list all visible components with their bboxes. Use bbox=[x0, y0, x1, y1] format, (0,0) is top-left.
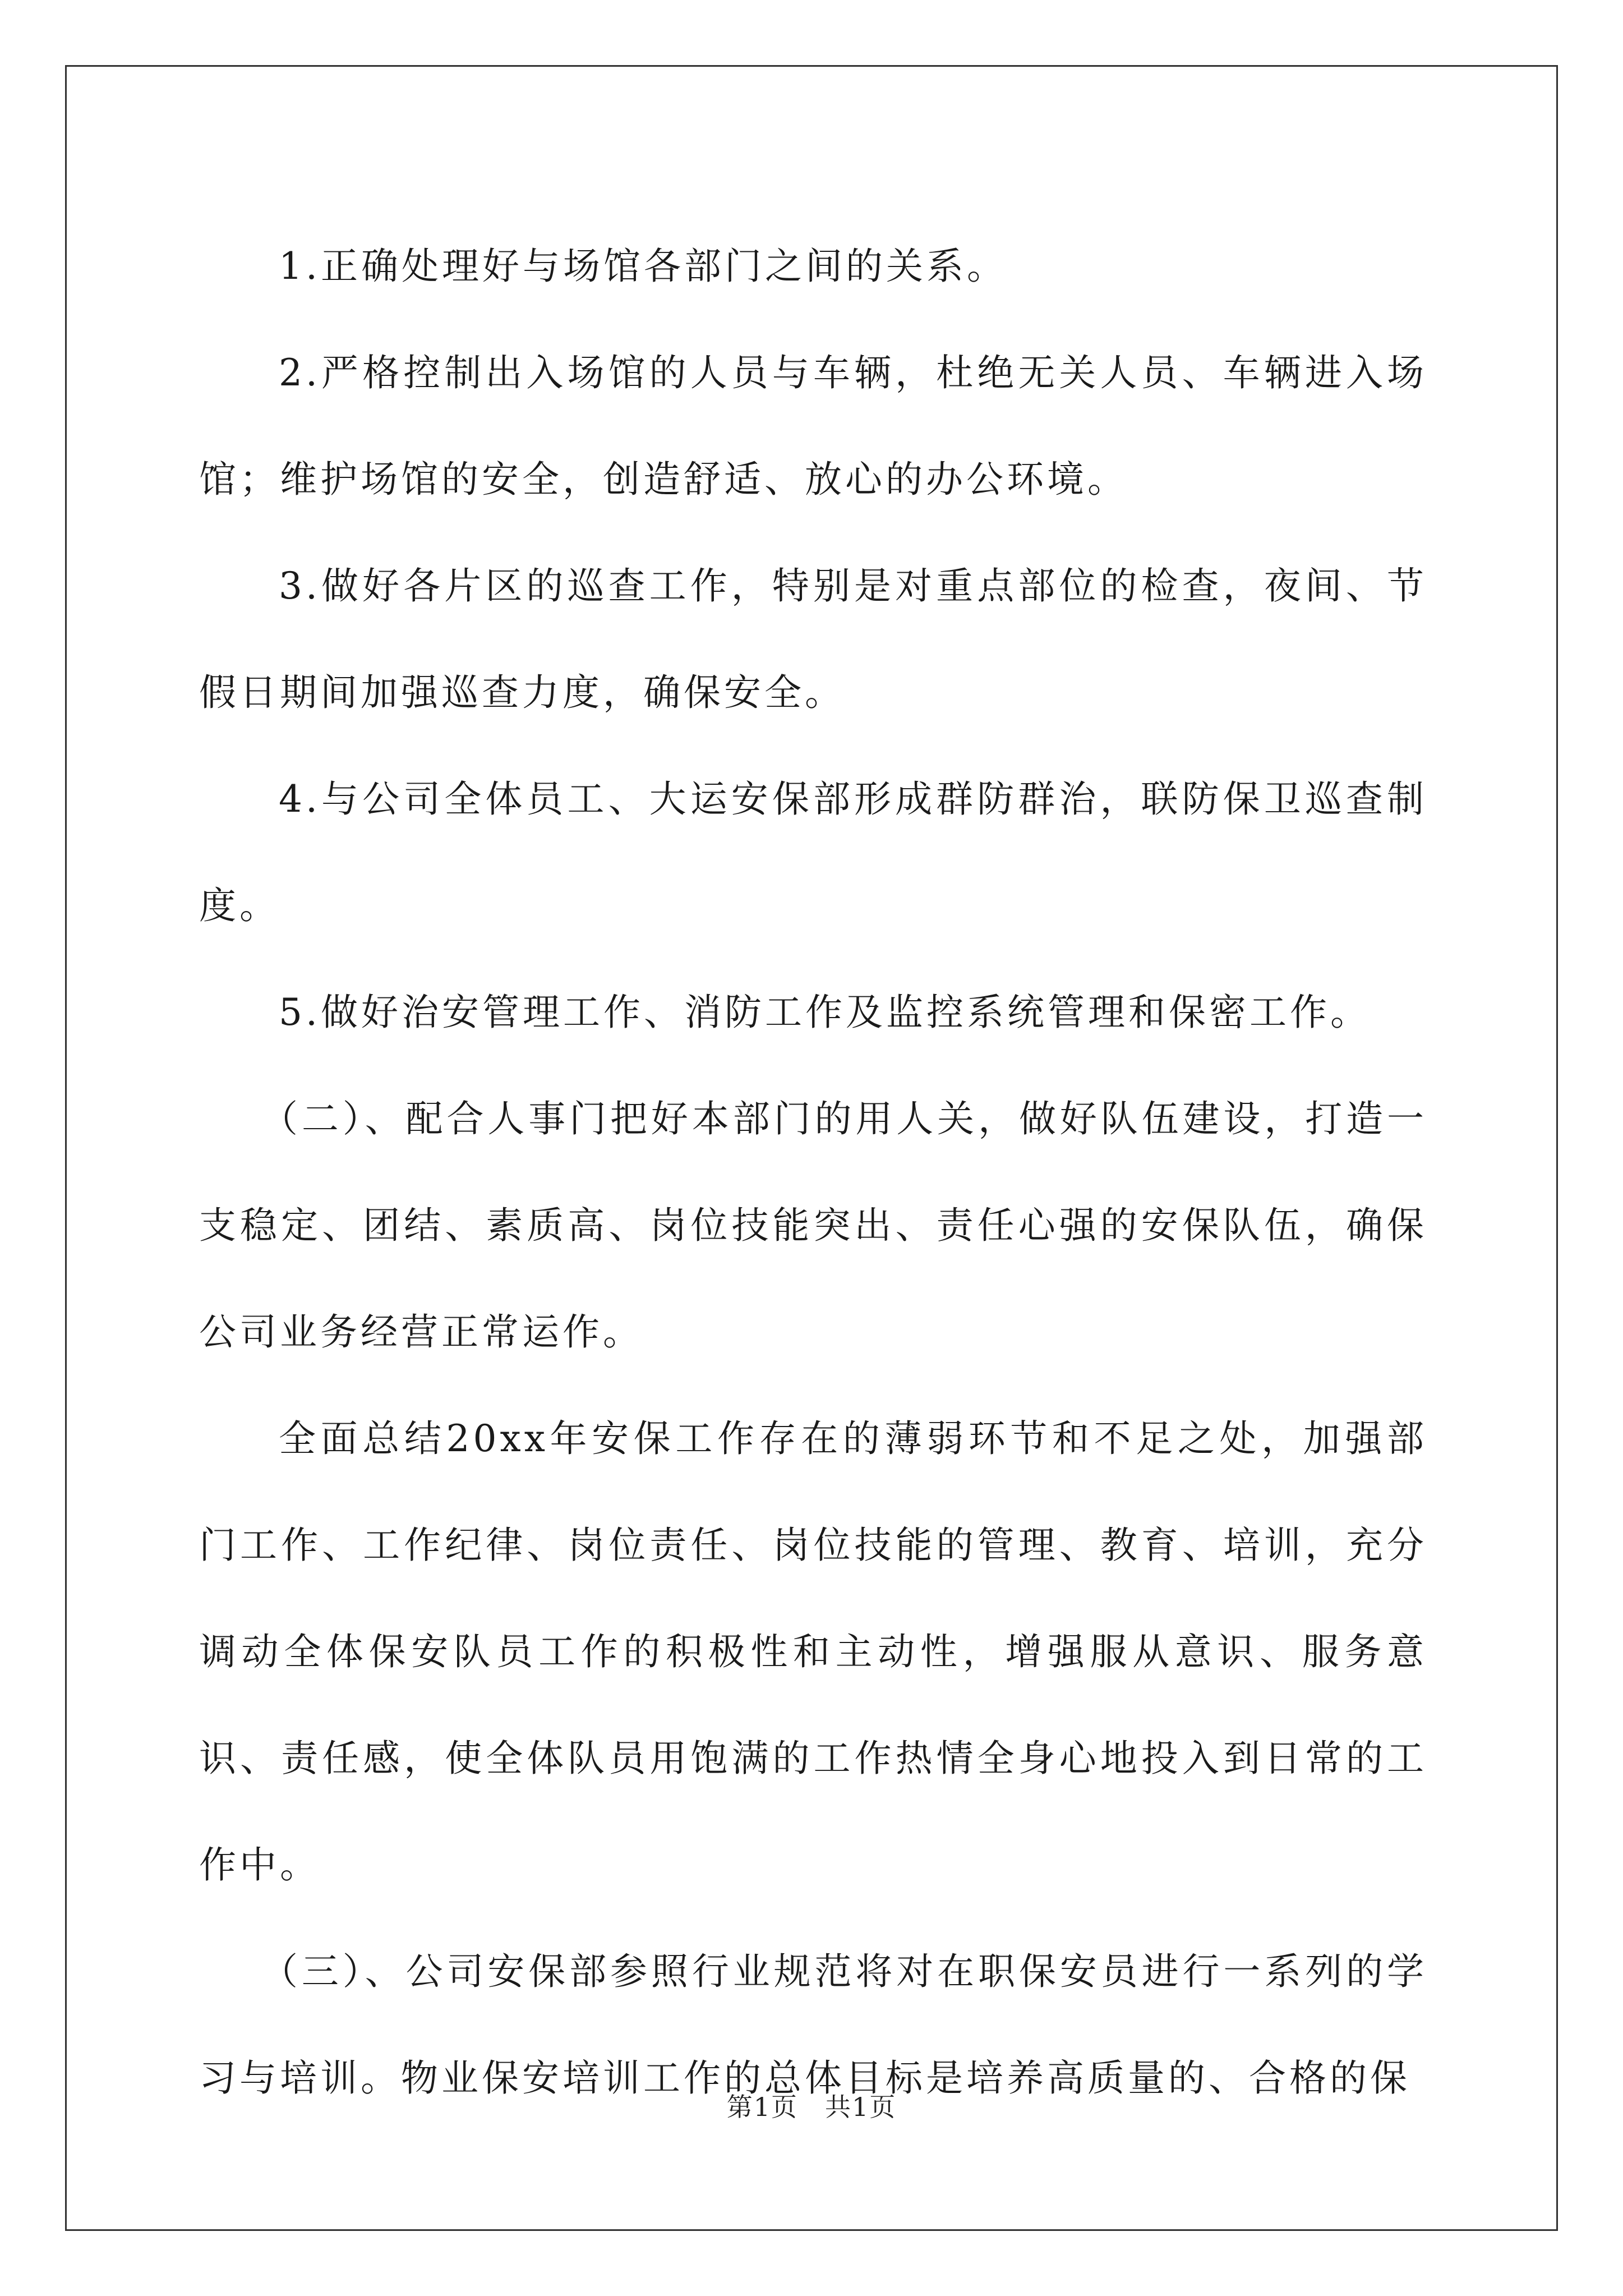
paragraph-section-three: （三）、公司安保部参照行业规范将对在职保安员进行一系列的学习与培训。物业保安培训工作的总体目标是培养高质量的、合格的保 bbox=[199, 1950, 1427, 2100]
document-body bbox=[199, 213, 1427, 2132]
paragraph-item-4: 4.与公司全体员工、大运安保部形成群防群治，联防保卫巡查制度。 bbox=[199, 777, 1427, 927]
page-number-footer: 第1页 共1页 bbox=[726, 2092, 897, 2122]
paragraph-item-2: 2.严格控制出入场馆的人员与车辆，杜绝无关人员、车辆进入场馆；维护场馆的安全，创造舒适、放心的办公环境。 bbox=[199, 351, 1427, 501]
paragraph-summary: 全面总结20xx年安保工作存在的薄弱环节和不足之处，加强部门工作、工作纪律、岗位责任、岗位技能的管理、教育、培训，充分调动全体保安队员工作的积极性和主动性，增强服从意识、服务意识、责任感，使全体队员用饱满的工作热情全身心地投入到日常的工作中。 bbox=[199, 1417, 1427, 1887]
paragraph-item-5: 5.做好治安管理工作、消防工作及监控系统管理和保密工作。 bbox=[279, 991, 1371, 1034]
paragraph-item-1: 1.正确处理好与场馆各部门之间的关系。 bbox=[279, 245, 1007, 288]
paragraph-section-two: （二）、配合人事门把好本部门的用人关，做好队伍建设，打造一支稳定、团结、素质高、岗位技能突出、责任心强的安保队伍，确保公司业务经营正常运作。 bbox=[199, 1097, 1427, 1354]
paragraph-item-3: 3.做好各片区的巡查工作，特别是对重点部位的检查，夜间、节假日期间加强巡查力度，确保安全。 bbox=[199, 564, 1427, 714]
